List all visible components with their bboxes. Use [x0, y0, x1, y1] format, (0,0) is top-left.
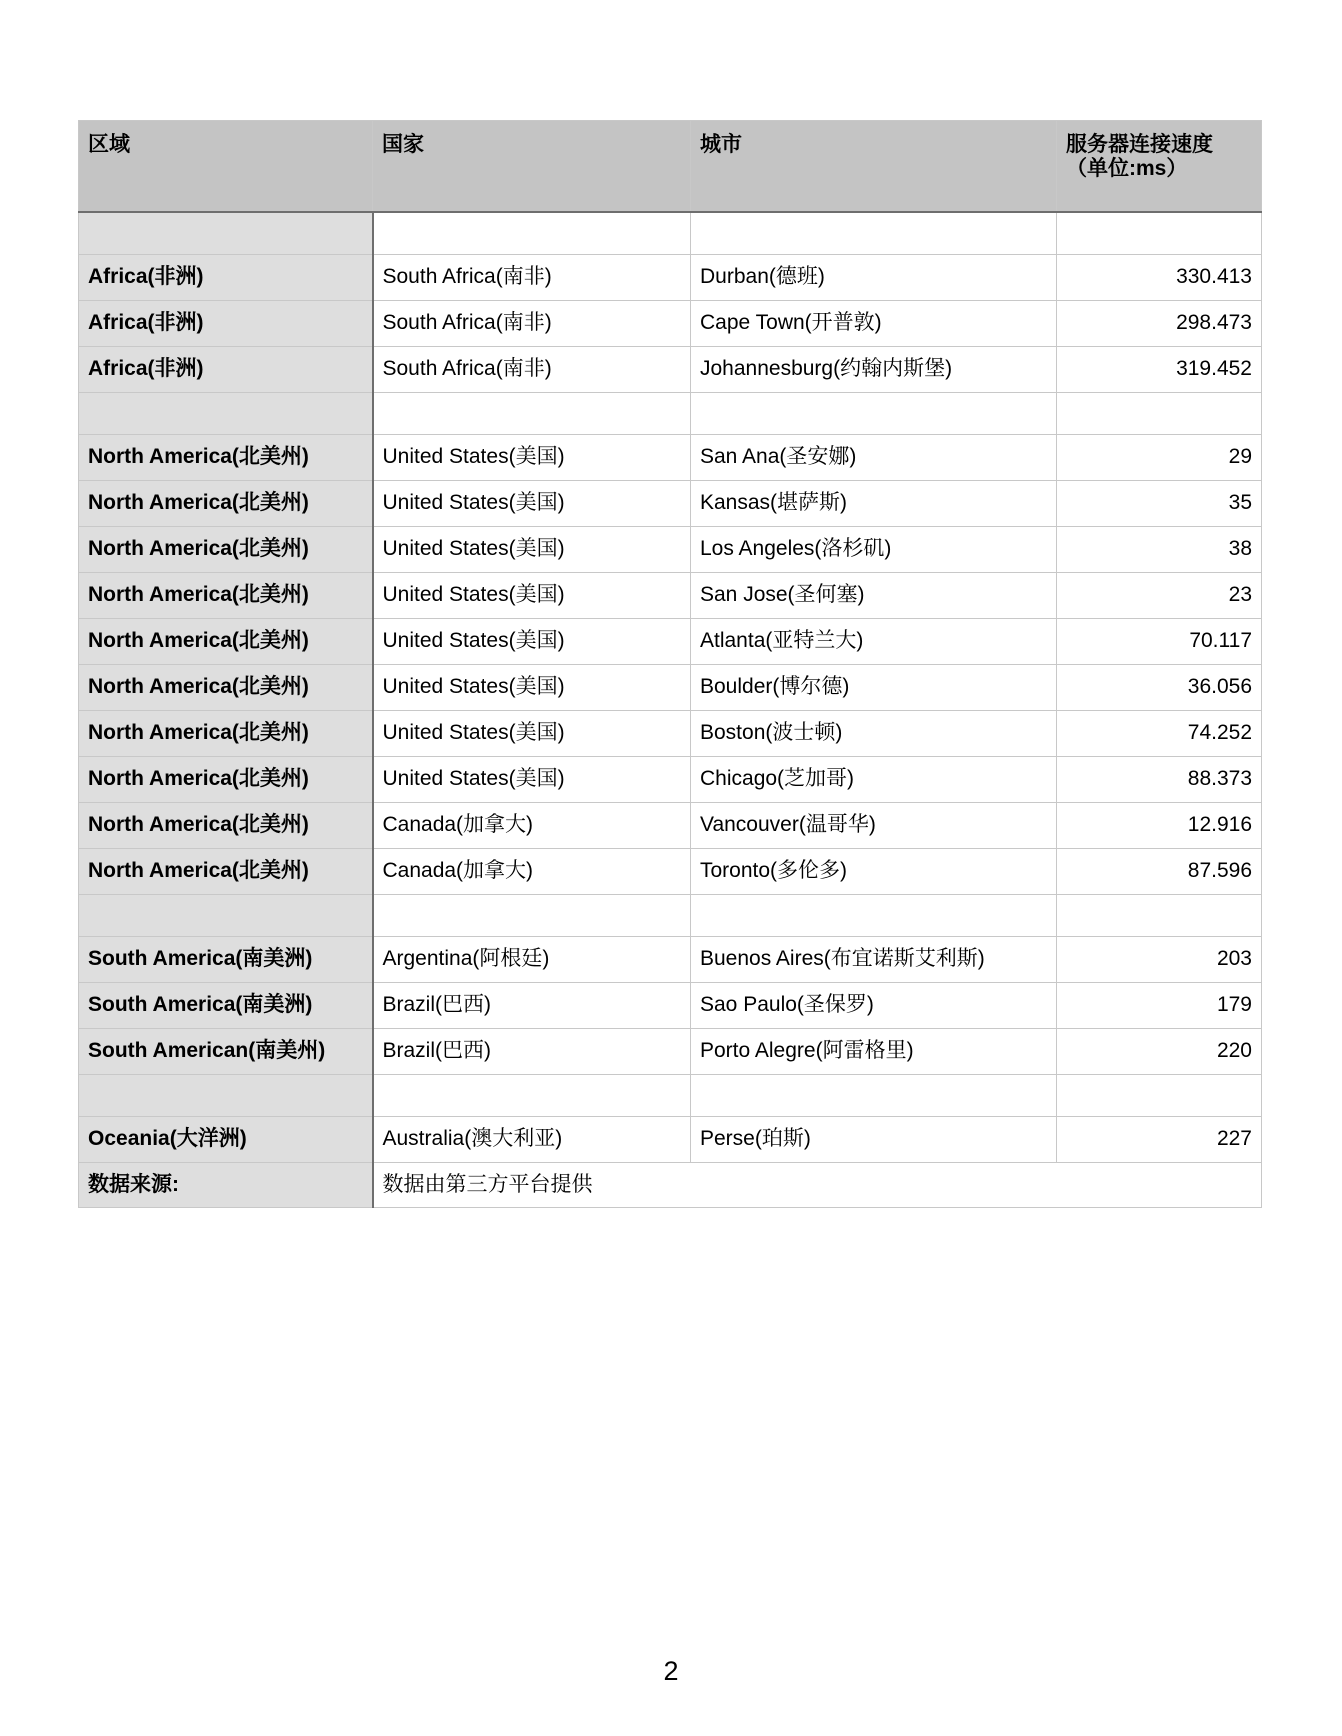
- empty-cell: [79, 393, 373, 435]
- speed-cell: 12.916: [1057, 803, 1262, 849]
- speed-cell: 227: [1057, 1117, 1262, 1163]
- region-cell: North America(北美州): [79, 527, 373, 573]
- source-row: [79, 1163, 1262, 1208]
- empty-cell: [1057, 895, 1262, 937]
- region-cell: North America(北美州): [79, 803, 373, 849]
- country-cell: South Africa(南非): [373, 255, 691, 301]
- table-row: [79, 665, 1262, 711]
- region-cell: South America(南美洲): [79, 983, 373, 1029]
- table-header-row: [79, 121, 1262, 213]
- region-cell: Africa(非洲): [79, 347, 373, 393]
- server-speed-table: [78, 120, 1262, 1208]
- empty-cell: [1057, 393, 1262, 435]
- region-cell: Oceania(大洋洲): [79, 1117, 373, 1163]
- country-cell: Canada(加拿大): [373, 803, 691, 849]
- country-cell: United States(美国): [373, 573, 691, 619]
- empty-cell: [691, 212, 1057, 255]
- country-cell: South Africa(南非): [373, 347, 691, 393]
- region-cell: North America(北美州): [79, 573, 373, 619]
- region-cell: Africa(非洲): [79, 255, 373, 301]
- empty-cell: [79, 1075, 373, 1117]
- speed-cell: 88.373: [1057, 757, 1262, 803]
- city-cell: Chicago(芝加哥): [691, 757, 1057, 803]
- country-cell: Brazil(巴西): [373, 983, 691, 1029]
- country-cell: United States(美国): [373, 527, 691, 573]
- city-cell: Sao Paulo(圣保罗): [691, 983, 1057, 1029]
- table-row: [79, 527, 1262, 573]
- table-row: [79, 803, 1262, 849]
- speed-cell: 29: [1057, 435, 1262, 481]
- speed-cell: 23: [1057, 573, 1262, 619]
- city-cell: Atlanta(亚特兰大): [691, 619, 1057, 665]
- empty-cell: [691, 1075, 1057, 1117]
- region-cell: North America(北美州): [79, 711, 373, 757]
- city-cell: San Jose(圣何塞): [691, 573, 1057, 619]
- table-row: [79, 757, 1262, 803]
- city-cell: Johannesburg(约翰内斯堡): [691, 347, 1057, 393]
- city-cell: Boulder(博尔德): [691, 665, 1057, 711]
- country-cell: Brazil(巴西): [373, 1029, 691, 1075]
- city-cell: Toronto(多伦多): [691, 849, 1057, 895]
- empty-cell: [373, 212, 691, 255]
- page-number: 2: [663, 1656, 679, 1686]
- region-cell: North America(北美州): [79, 849, 373, 895]
- region-cell: North America(北美州): [79, 757, 373, 803]
- city-cell: Kansas(堪萨斯): [691, 481, 1057, 527]
- spacer-row: [79, 212, 1262, 255]
- city-cell: Porto Alegre(阿雷格里): [691, 1029, 1057, 1075]
- table-row: [79, 347, 1262, 393]
- empty-cell: [373, 1075, 691, 1117]
- speed-cell: 330.413: [1057, 255, 1262, 301]
- table-row: [79, 937, 1262, 983]
- table-row: [79, 849, 1262, 895]
- header-region: 区域: [79, 121, 373, 213]
- source-value: 数据由第三方平台提供: [373, 1163, 1262, 1208]
- table-row: [79, 983, 1262, 1029]
- empty-cell: [79, 212, 373, 255]
- city-cell: Cape Town(开普敦): [691, 301, 1057, 347]
- country-cell: Canada(加拿大): [373, 849, 691, 895]
- spacer-row: [79, 1075, 1262, 1117]
- spacer-row: [79, 393, 1262, 435]
- speed-cell: 70.117: [1057, 619, 1262, 665]
- region-cell: North America(北美州): [79, 665, 373, 711]
- speed-cell: 36.056: [1057, 665, 1262, 711]
- speed-cell: 35: [1057, 481, 1262, 527]
- city-cell: Los Angeles(洛杉矶): [691, 527, 1057, 573]
- table-row: [79, 435, 1262, 481]
- speed-cell: 203: [1057, 937, 1262, 983]
- header-speed-unit: （单位:ms）: [1066, 157, 1188, 181]
- region-cell: South American(南美州): [79, 1029, 373, 1075]
- table-row: [79, 619, 1262, 665]
- empty-cell: [691, 393, 1057, 435]
- region-cell: South America(南美洲): [79, 937, 373, 983]
- empty-cell: [79, 895, 373, 937]
- header-speed: [1057, 121, 1262, 213]
- header-country: 国家: [373, 121, 691, 213]
- source-label: 数据来源:: [79, 1163, 373, 1208]
- region-cell: North America(北美州): [79, 481, 373, 527]
- table-row: [79, 481, 1262, 527]
- speed-cell: 298.473: [1057, 301, 1262, 347]
- table-row: [79, 711, 1262, 757]
- speed-cell: 220: [1057, 1029, 1262, 1075]
- speed-cell: 87.596: [1057, 849, 1262, 895]
- table-row: [79, 573, 1262, 619]
- speed-cell: 38: [1057, 527, 1262, 573]
- city-cell: San Ana(圣安娜): [691, 435, 1057, 481]
- spacer-row: [79, 895, 1262, 937]
- country-cell: Argentina(阿根廷): [373, 937, 691, 983]
- table-row: [79, 301, 1262, 347]
- city-cell: Boston(波士顿): [691, 711, 1057, 757]
- speed-cell: 179: [1057, 983, 1262, 1029]
- table-body: [79, 212, 1262, 1208]
- table-row: [79, 255, 1262, 301]
- country-cell: Australia(澳大利亚): [373, 1117, 691, 1163]
- region-cell: North America(北美州): [79, 619, 373, 665]
- empty-cell: [1057, 212, 1262, 255]
- empty-cell: [1057, 1075, 1262, 1117]
- region-cell: North America(北美州): [79, 435, 373, 481]
- country-cell: United States(美国): [373, 481, 691, 527]
- table-row: [79, 1029, 1262, 1075]
- speed-cell: 74.252: [1057, 711, 1262, 757]
- table-row: [79, 1117, 1262, 1163]
- city-cell: Buenos Aires(布宜诺斯艾利斯): [691, 937, 1057, 983]
- country-cell: United States(美国): [373, 435, 691, 481]
- city-cell: Perse(珀斯): [691, 1117, 1057, 1163]
- city-cell: Vancouver(温哥华): [691, 803, 1057, 849]
- region-cell: Africa(非洲): [79, 301, 373, 347]
- country-cell: United States(美国): [373, 757, 691, 803]
- empty-cell: [373, 393, 691, 435]
- country-cell: United States(美国): [373, 665, 691, 711]
- empty-cell: [691, 895, 1057, 937]
- header-speed-title: 服务器连接速度: [1066, 133, 1213, 156]
- country-cell: United States(美国): [373, 711, 691, 757]
- empty-cell: [373, 895, 691, 937]
- country-cell: South Africa(南非): [373, 301, 691, 347]
- speed-cell: 319.452: [1057, 347, 1262, 393]
- country-cell: United States(美国): [373, 619, 691, 665]
- header-city: 城市: [691, 121, 1057, 213]
- city-cell: Durban(德班): [691, 255, 1057, 301]
